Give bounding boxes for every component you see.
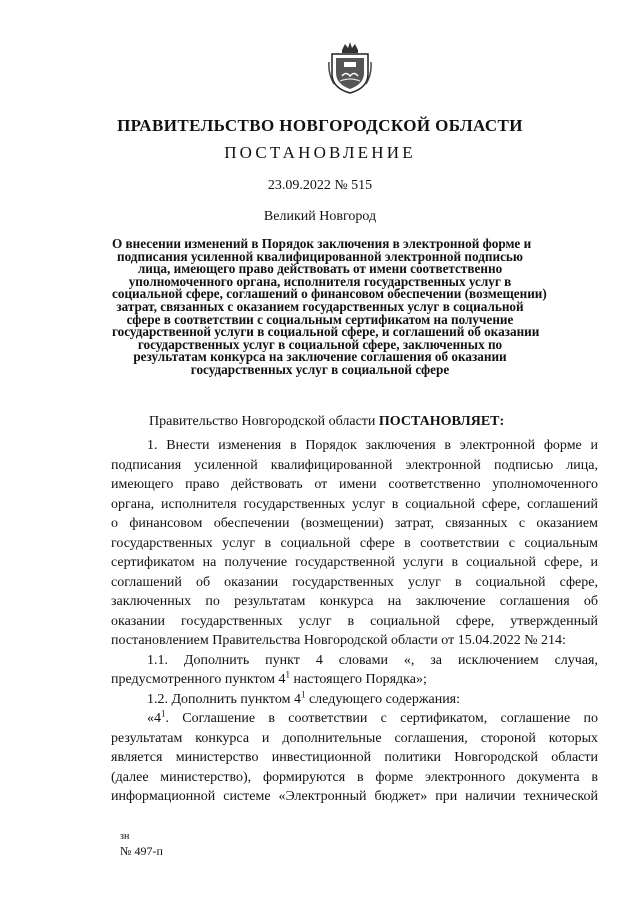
body-line: результатам конкурса и дополнительные соглашения, стороной которых bbox=[111, 730, 598, 746]
body-line bbox=[111, 709, 598, 729]
body-line: имеющего право действовать от имени соответственно уполномоченного bbox=[111, 477, 598, 492]
body-line: соглашений об оказании государственных услуг в социальной сфере, bbox=[111, 574, 598, 590]
body-line: 1. Внести изменения в Порядок заключения в электронной форме и bbox=[147, 438, 598, 453]
draft-number: № 497-п bbox=[120, 844, 163, 858]
subject-line: сфере в соответствии с социальным сертификатом на получение bbox=[126, 311, 514, 327]
resolves-statement bbox=[149, 414, 504, 430]
body-line: постановлением Правительства Новгородской области от 15.04.2022 № 214: bbox=[111, 633, 566, 648]
city-name: Великий Новгород bbox=[263, 209, 377, 224]
resolves-prefix: Правительство Новгородской области bbox=[149, 414, 379, 429]
subject-line: государственных услуг в социальной сфере, заключенных по bbox=[137, 336, 503, 352]
subject-line: государственных услуг в социальной сфере bbox=[190, 361, 450, 377]
novgorod-coat-of-arms-icon bbox=[328, 40, 372, 94]
text-fragment: «4 bbox=[147, 711, 161, 726]
subject-line: государственной услуги в социальной сфере, и соглашений об оказании bbox=[112, 324, 540, 340]
text-fragment: следующего содержания: bbox=[305, 691, 461, 707]
executor-code: зн bbox=[120, 831, 130, 842]
text-fragment: 1.2. Дополнить пунктом 4 bbox=[147, 691, 301, 707]
body-line: государственных услуг в социальной сфере в соответствии с социальным bbox=[111, 535, 598, 551]
body-line: органа, исполнителя государственных услуг в социальной сфере, соглашений bbox=[111, 496, 598, 512]
subject-line: социальной сфере, соглашений о финансовом обеспечении (возмещении) bbox=[112, 286, 547, 302]
subject-line: результатам конкурса на заключение соглашения об оказании bbox=[133, 349, 507, 365]
government-title: ПРАВИТЕЛЬСТВО НОВГОРОДСКОЙ ОБЛАСТИ bbox=[117, 116, 523, 135]
superscript: 1 bbox=[285, 669, 291, 680]
body-line: подписания усиленной квалифицированной электронной подписью лица, bbox=[111, 457, 598, 473]
text-fragment: предусмотренного пунктом 4 bbox=[111, 672, 286, 687]
subject-line: О внесении изменений в Порядок заключения в электронной форме и bbox=[112, 236, 532, 251]
body-line bbox=[111, 670, 598, 690]
body-line: заключенных по результатам конкурса на заключение соглашения об bbox=[111, 594, 598, 609]
text-fragment: . Соглашение в соответствии с сертификатом, соглашение по bbox=[165, 711, 598, 726]
body-line: информационной системе «Электронный бюджет» при наличии технической bbox=[111, 789, 598, 804]
subject-line: подписания усиленной квалифицированной электронной подписью bbox=[117, 248, 523, 264]
body-line: (далее министерство), формируются в форме электронного документа в bbox=[111, 769, 598, 785]
subject-line: затрат, связанных с оказанием государственных услуг в социальной bbox=[116, 298, 524, 314]
body-line: является министерство инвестиционной политики Новгородской области bbox=[111, 750, 598, 765]
text-fragment: настоящего Порядка»; bbox=[290, 672, 427, 687]
body-line: оказании государственных услуг в социальной сфере, утвержденный bbox=[111, 613, 598, 629]
subject-line: лица, имеющего право действовать от имени соответственно bbox=[137, 261, 503, 277]
document-type: ПОСТАНОВЛЕНИЕ bbox=[224, 143, 416, 162]
body-line: о финансовом обеспечении (возмещении) затрат, связанных с оказанием bbox=[111, 516, 598, 531]
body-line: 1.1. Дополнить пункт 4 словами «, за исключением случая, bbox=[147, 652, 598, 668]
superscript: 1 bbox=[300, 688, 306, 699]
document-body bbox=[111, 436, 598, 807]
subject-line: уполномоченного органа, исполнителя государственных услуг в bbox=[128, 273, 512, 289]
body-line bbox=[111, 690, 598, 710]
resolves-keyword: ПОСТАНОВЛЯЕТ: bbox=[378, 414, 505, 429]
document-subject bbox=[112, 236, 547, 377]
superscript: 1 bbox=[161, 708, 166, 719]
date-and-number: 23.09.2022 № 515 bbox=[267, 178, 373, 193]
document-footer bbox=[120, 830, 163, 858]
body-line: сертификатом на получение государственной услуги в социальной сфере, и bbox=[111, 555, 598, 570]
